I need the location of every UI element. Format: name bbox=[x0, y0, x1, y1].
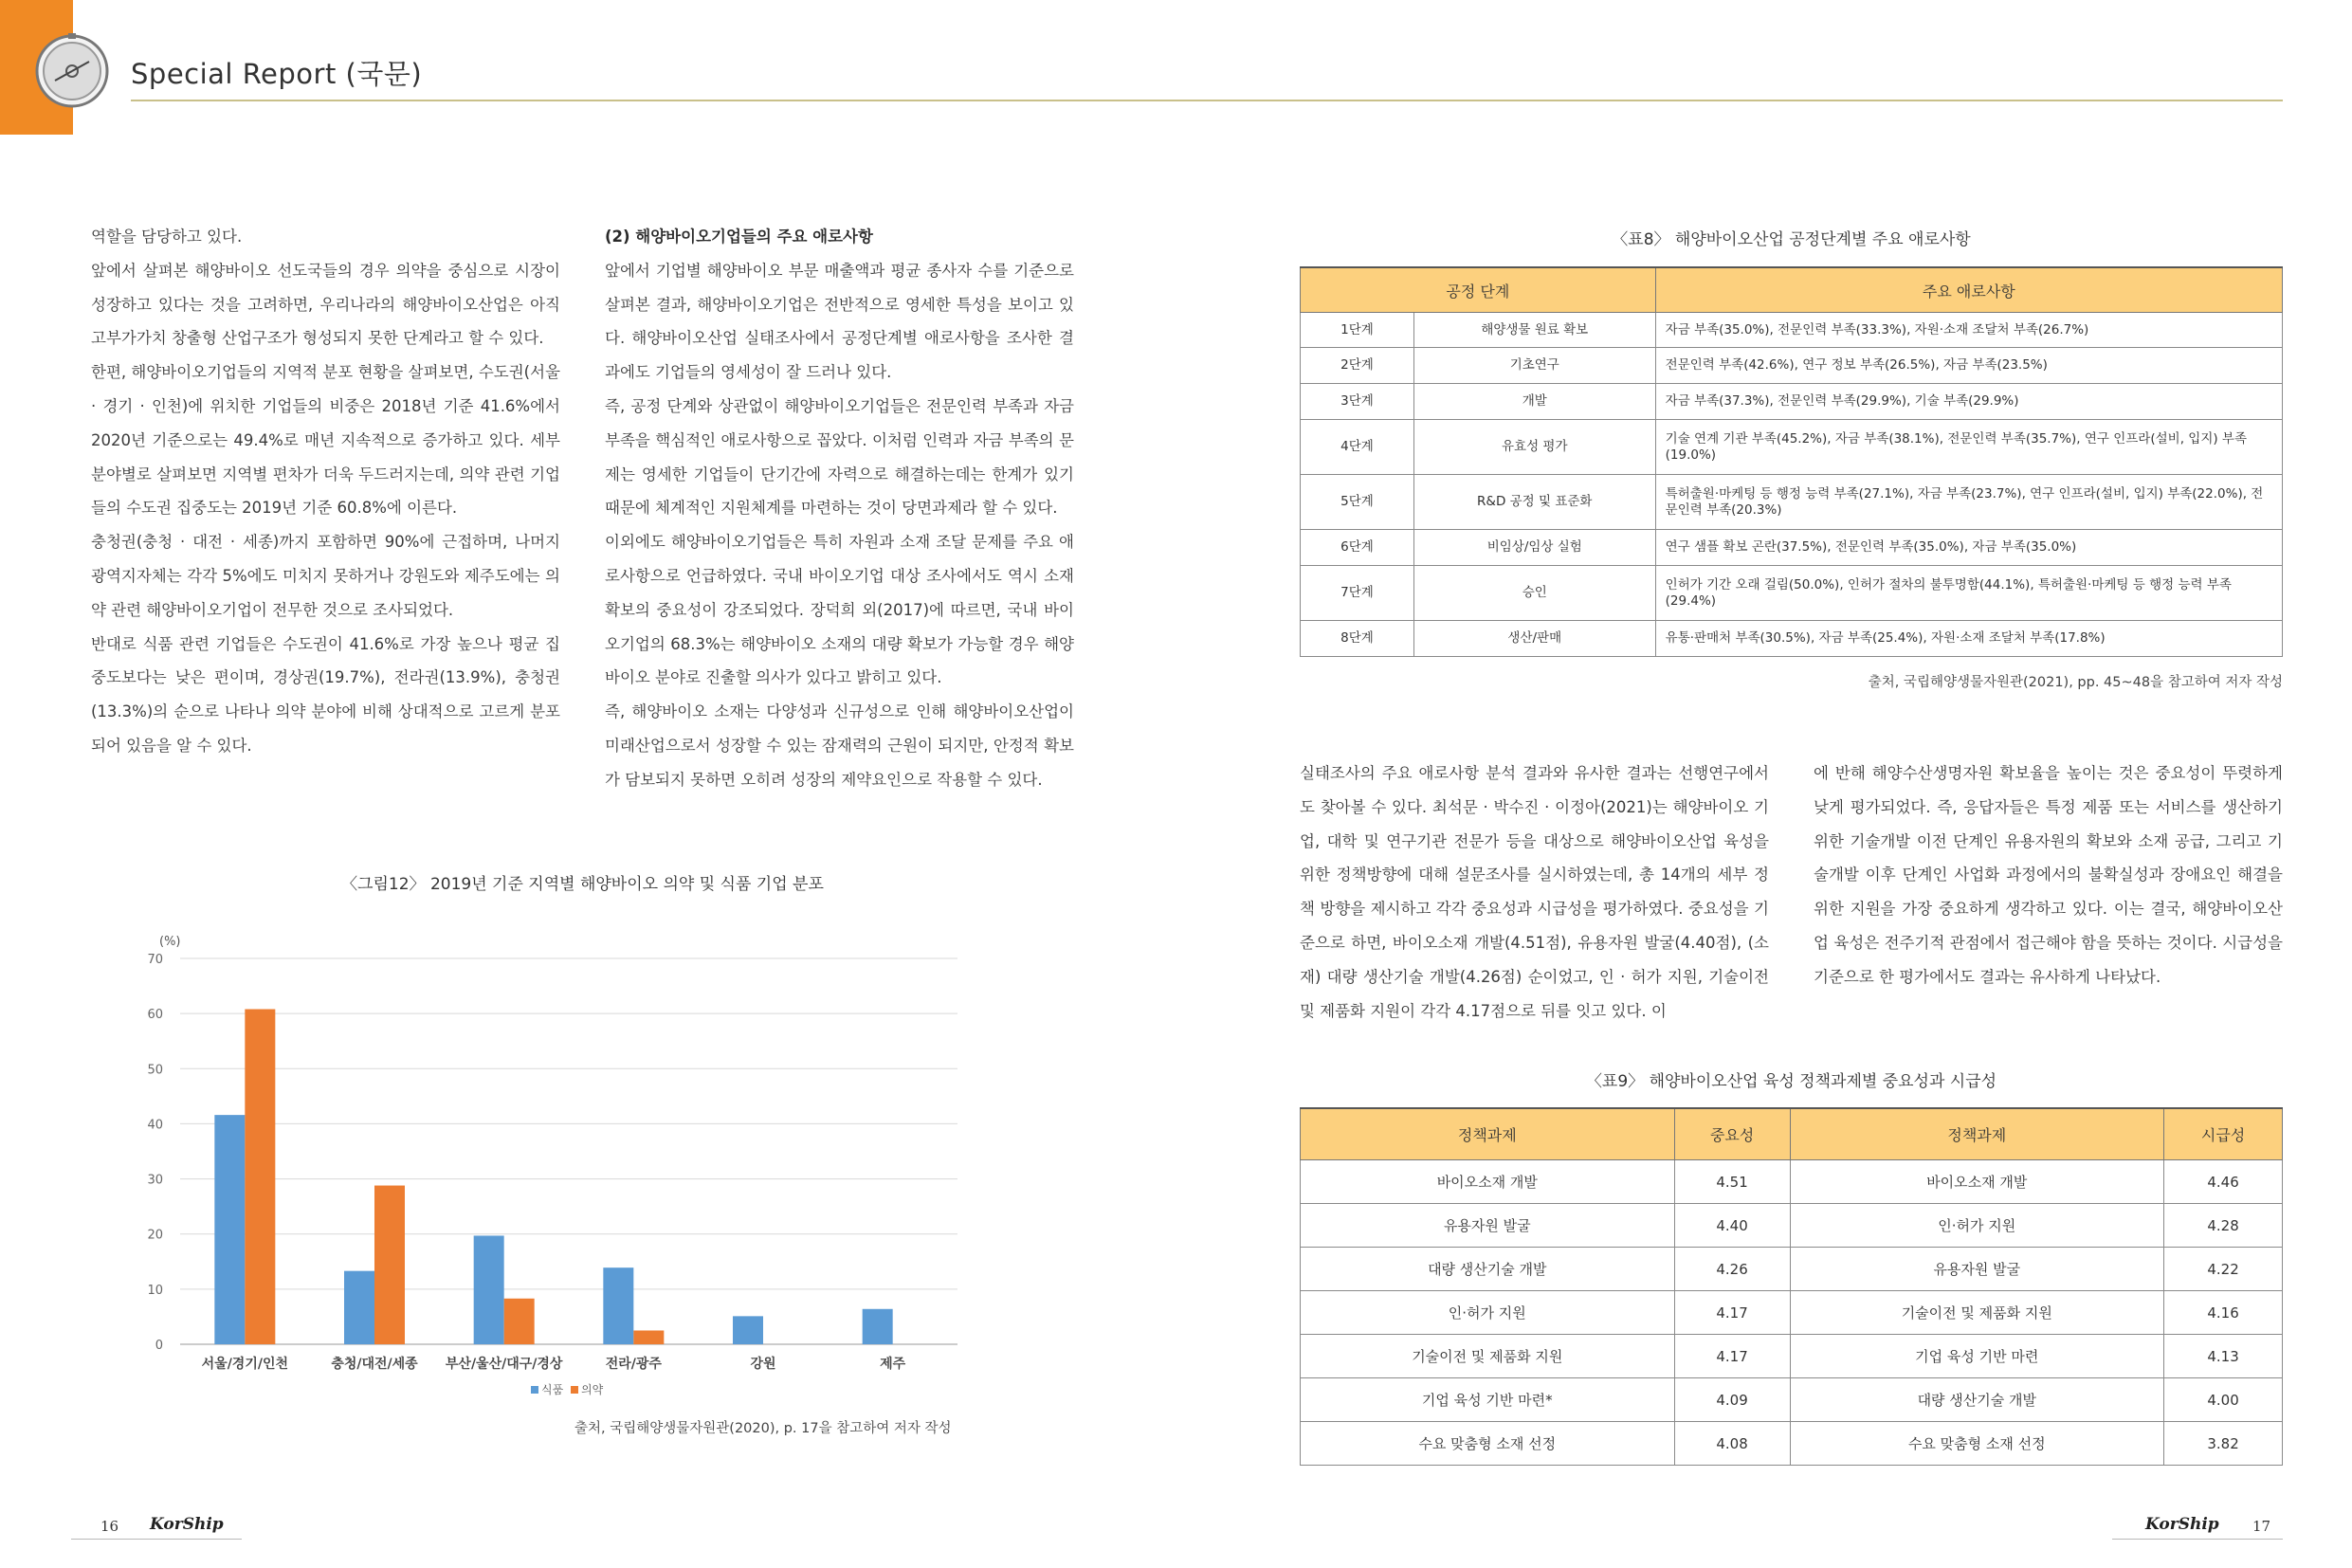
table-cell: 기초연구 bbox=[1413, 348, 1655, 384]
section-heading: (2) 해양바이오기업들의 주요 애로사항 bbox=[605, 228, 873, 246]
bar-chart bbox=[142, 925, 995, 1399]
table-cell: 2단계 bbox=[1301, 348, 1414, 384]
table-row bbox=[1301, 1378, 2283, 1422]
table-cell: 유용자원 발굴 bbox=[1301, 1204, 1675, 1248]
y-tick-label: 30 bbox=[147, 1173, 163, 1188]
table-row bbox=[1301, 1160, 2283, 1204]
table-cell: R&D 공정 및 표준화 bbox=[1413, 475, 1655, 530]
legend-swatch bbox=[531, 1386, 538, 1394]
table-row bbox=[1301, 1291, 2283, 1335]
korship-logo-right: KorShip bbox=[2145, 1515, 2219, 1534]
table-cell: 4.13 bbox=[2164, 1335, 2283, 1378]
bar-food bbox=[863, 1309, 893, 1344]
paragraph: 역할을 담당하고 있다. bbox=[91, 228, 243, 246]
paragraph: 에 반해 해양수산생명자원 확보율을 높이는 것은 중요성이 뚜렷하게 낮게 평가되었다. 즉, 응답자들은 특정 제품 또는 서비스를 생산하기 위한 기술개발 이전 단계인 유용자원의 확보와 소재 공급, 그리고 기술개발 이후 단계인 사업화 과정에서의 불확실성과 장애요인 해결을 위한 지원을 가장 중요하게 생각하고 있다. 이는 결국, 해양바이오산업 육성은 전주기적 관점에서 접근해야 함을 뜻하는 것이다. 시급성을 기준으로 한 평가에서도 결과는 유사하게 나타났다. bbox=[1814, 764, 2283, 986]
table-cell: 비임상/임상 실험 bbox=[1413, 530, 1655, 566]
table-cell: 유용자원 발굴 bbox=[1790, 1248, 2164, 1291]
table-cell: 4.26 bbox=[1674, 1248, 1790, 1291]
legend-label: 의약 bbox=[581, 1383, 604, 1396]
table8-caption: 〈표8〉 해양바이오산업 공정단계별 주요 애로사항 bbox=[1612, 230, 1971, 249]
y-tick-label: 60 bbox=[147, 1008, 163, 1023]
table9-header: 정책과제 bbox=[1301, 1108, 1675, 1160]
x-tick-label: 서울/경기/인천 bbox=[201, 1357, 289, 1372]
bar-food bbox=[733, 1316, 763, 1344]
paragraph: 앞에서 살펴본 해양바이오 선도국들의 경우 의약을 중심으로 시장이 성장하고 있다는 것을 고려하면, 우리나라의 해양바이오산업은 아직 고부가가치 창출형 산업구조가 형성되지 못한 단계라고 할 수 있다. bbox=[91, 261, 560, 348]
bar-food bbox=[344, 1271, 374, 1344]
section-title: Special Report (국문) bbox=[131, 58, 423, 90]
bar-pharma bbox=[633, 1330, 664, 1344]
table9-header: 시급성 bbox=[2164, 1108, 2283, 1160]
x-tick-label: 부산/울산/대구/경상 bbox=[445, 1357, 563, 1372]
table-cell: 대량 생산기술 개발 bbox=[1301, 1248, 1675, 1291]
table9-header: 중요성 bbox=[1674, 1108, 1790, 1160]
table-row bbox=[1301, 1335, 2283, 1378]
table-cell: 자금 부족(37.3%), 전문인력 부족(29.9%), 기술 부족(29.9%) bbox=[1655, 384, 2282, 420]
bar-food bbox=[603, 1267, 633, 1344]
right-right-column-text bbox=[1814, 757, 2283, 994]
table-cell: 4.00 bbox=[2164, 1378, 2283, 1422]
table9-caption: 〈표9〉 해양바이오산업 육성 정책과제별 중요성과 시급성 bbox=[1585, 1072, 1997, 1091]
table-cell: 4.17 bbox=[1674, 1291, 1790, 1335]
table-cell: 3단계 bbox=[1301, 384, 1414, 420]
table-cell: 전문인력 부족(42.6%), 연구 정보 부족(26.5%), 자금 부족(23.5%) bbox=[1655, 348, 2282, 384]
paragraph: 실태조사의 주요 애로사항 분석 결과와 유사한 결과는 선행연구에서도 찾아볼 수 있다. 최석문 · 박수진 · 이정아(2021)는 해양바이오 기업, 대학 및 연구기관 전문가 등을 대상으로 해양바이오산업 육성을 위한 정책방향에 대해 설문조사를 실시하였는데, 총 14개의 세부 정책 방향을 제시하고 각각 중요성과 시급성을 평가하였다. 중요성을 기준으로 하면, 바이오소재 개발(4.51점), 유용자원 발굴(4.40점), (소재) 대량 생산기술 개발(4.26점) 순이었고, 인 · 허가 지원, 기술이전 및 제품화 지원이 각각 4.17점으로 뒤를 잇고 있다. 이 bbox=[1300, 764, 1769, 1020]
table-row bbox=[1301, 313, 2283, 348]
paragraph: 즉, 공정 단계와 상관없이 해양바이오기업들은 전문인력 부족과 자금 부족을 핵심적인 애로사항으로 꼽았다. 이처럼 인력과 자금 부족의 문제는 영세한 기업들이 단기간에 자력으로 해결하는데는 한계가 있기 때문에 체계적인 지원체계를 마련하는 것이 당면과제라 할 수 있다. bbox=[605, 396, 1074, 518]
table-cell: 인·허가 지원 bbox=[1790, 1204, 2164, 1248]
table-cell: 기업 육성 기반 마련* bbox=[1301, 1378, 1675, 1422]
y-tick-label: 20 bbox=[147, 1228, 163, 1243]
bar-pharma bbox=[504, 1299, 535, 1344]
table-cell: 바이오소재 개발 bbox=[1301, 1160, 1675, 1204]
bar-food bbox=[474, 1235, 504, 1344]
table-cell: 4.28 bbox=[2164, 1204, 2283, 1248]
table-cell: 6단계 bbox=[1301, 530, 1414, 566]
table8-header-issues: 주요 애로사항 bbox=[1655, 267, 2282, 313]
table-cell: 기업 육성 기반 마련 bbox=[1790, 1335, 2164, 1378]
footer-rule-left bbox=[71, 1539, 242, 1540]
bar-food bbox=[214, 1115, 245, 1344]
table-cell: 7단계 bbox=[1301, 566, 1414, 621]
table-cell: 수요 맞춤형 소재 선정 bbox=[1790, 1422, 2164, 1466]
table-row bbox=[1301, 1204, 2283, 1248]
table-cell: 특허출원·마케팅 등 행정 능력 부족(27.1%), 자금 부족(23.7%), 연구 인프라(설비, 입지) 부족(22.0%), 전문인력 부족(20.3%) bbox=[1655, 475, 2282, 530]
table-cell: 기술이전 및 제품화 지원 bbox=[1790, 1291, 2164, 1335]
table-row bbox=[1301, 1422, 2283, 1466]
table-cell: 기술 연계 기관 부족(45.2%), 자금 부족(38.1%), 전문인력 부족(35.7%), 연구 인프라(설비, 입지) 부족(19.0%) bbox=[1655, 420, 2282, 475]
header-divider bbox=[131, 100, 2283, 101]
legend-label: 식품 bbox=[541, 1383, 564, 1396]
table-cell: 4.09 bbox=[1674, 1378, 1790, 1422]
table-cell: 해양생물 원료 확보 bbox=[1413, 313, 1655, 348]
legend-swatch bbox=[571, 1386, 578, 1394]
figure-source: 출처, 국립해양생물자원관(2020), p. 17을 참고하여 저자 작성 bbox=[574, 1421, 952, 1436]
table-cell: 연구 샘플 확보 곤란(37.5%), 전문인력 부족(35.0%), 자금 부족(35.0%) bbox=[1655, 530, 2282, 566]
page-number-right: 17 bbox=[2252, 1518, 2271, 1535]
y-tick-label: 70 bbox=[147, 953, 163, 967]
table-cell: 4.17 bbox=[1674, 1335, 1790, 1378]
page-number-left: 16 bbox=[100, 1518, 119, 1535]
table-row bbox=[1301, 384, 2283, 420]
table-cell: 인허가 기간 오래 걸림(50.0%), 인허가 절차의 불투명함(44.1%), 특허출원·마케팅 등 행정 능력 부족(29.4%) bbox=[1655, 566, 2282, 621]
table9 bbox=[1300, 1107, 2283, 1466]
stopwatch-icon bbox=[34, 33, 110, 109]
y-tick-label: 0 bbox=[155, 1339, 163, 1353]
x-tick-label: 충청/대전/세종 bbox=[331, 1357, 418, 1372]
table-cell: 1단계 bbox=[1301, 313, 1414, 348]
table-cell: 기술이전 및 제품화 지원 bbox=[1301, 1335, 1675, 1378]
bar-pharma bbox=[374, 1186, 405, 1344]
y-tick-label: 50 bbox=[147, 1063, 163, 1078]
table-cell: 4.51 bbox=[1674, 1160, 1790, 1204]
figure-caption: 〈그림12〉 2019년 기준 지역별 해양바이오 의약 및 식품 기업 분포 bbox=[341, 875, 824, 894]
table8-source: 출처, 국립해양생물자원관(2021), pp. 45~48을 참고하여 저자 작성 bbox=[1868, 675, 2283, 690]
y-axis-label: (%) bbox=[159, 935, 181, 949]
paragraph: 즉, 해양바이오 소재는 다양성과 신규성으로 인해 해양바이오산업이 미래산업으로서 성장할 수 있는 잠재력의 근원이 되지만, 안정적 확보가 담보되지 못하면 오히려 성장의 제약요인으로 작용할 수 있다. bbox=[605, 702, 1074, 789]
left-column-text bbox=[91, 220, 560, 763]
korship-logo-left: KorShip bbox=[150, 1515, 224, 1534]
paragraph: 한편, 해양바이오기업들의 지역적 분포 현황을 살펴보면, 수도권(서울 · 경기 · 인천)에 위치한 기업들의 비중은 2018년 기준 41.6%에서 2020년 기준으로는 49.4%로 매년 지속적으로 증가하고 있다. 세부 분야별로 살펴보면 지역별 편차가 더욱 두드러지는데, 의약 관련 기업들의 수도권 집중도는 2019년 기준 60.8%에 이른다. bbox=[91, 363, 560, 518]
table-cell: 유통·판매처 부족(30.5%), 자금 부족(25.4%), 자원·소재 조달처 부족(17.8%) bbox=[1655, 621, 2282, 657]
table-cell: 4.22 bbox=[2164, 1248, 2283, 1291]
table-cell: 승인 bbox=[1413, 566, 1655, 621]
x-tick-label: 강원 bbox=[750, 1357, 776, 1372]
table-cell: 자금 부족(35.0%), 전문인력 부족(33.3%), 자원·소재 조달처 부족(26.7%) bbox=[1655, 313, 2282, 348]
bar-pharma bbox=[245, 1009, 275, 1344]
table-cell: 4.08 bbox=[1674, 1422, 1790, 1466]
y-tick-label: 10 bbox=[147, 1283, 163, 1298]
x-tick-label: 전라/광주 bbox=[605, 1357, 662, 1372]
table-cell: 4단계 bbox=[1301, 420, 1414, 475]
table-cell: 생산/판매 bbox=[1413, 621, 1655, 657]
paragraph: 이외에도 해양바이오기업들은 특히 자원과 소재 조달 문제를 주요 애로사항으로 언급하였다. 국내 바이오기업 대상 조사에서도 역시 소재 확보의 중요성이 강조되었다. 장덕희 외(2017)에 따르면, 국내 바이오기업의 68.3%는 해양바이오 소재의 대량 확보가 가능할 경우 해양바이오 분야로 진출할 의사가 있다고 밝히고 있다. bbox=[605, 533, 1074, 687]
table-cell: 바이오소재 개발 bbox=[1790, 1160, 2164, 1204]
table-cell: 유효성 평가 bbox=[1413, 420, 1655, 475]
table8-header-stage: 공정 단계 bbox=[1301, 267, 1656, 313]
table-row bbox=[1301, 1248, 2283, 1291]
table-cell: 인·허가 지원 bbox=[1301, 1291, 1675, 1335]
table-cell: 4.46 bbox=[2164, 1160, 2283, 1204]
table-cell: 8단계 bbox=[1301, 621, 1414, 657]
table-row bbox=[1301, 475, 2283, 530]
table-row bbox=[1301, 530, 2283, 566]
middle-column-text bbox=[605, 220, 1074, 797]
table-row bbox=[1301, 566, 2283, 621]
table-row bbox=[1301, 348, 2283, 384]
table9-header: 정책과제 bbox=[1790, 1108, 2164, 1160]
table-cell: 5단계 bbox=[1301, 475, 1414, 530]
table-cell: 3.82 bbox=[2164, 1422, 2283, 1466]
footer-rule-right bbox=[2112, 1539, 2283, 1540]
paragraph: 충청권(충청 · 대전 · 세종)까지 포함하면 90%에 근접하며, 나머지 광역지자체는 각각 5%에도 미치지 못하거나 강원도와 제주도에는 의약 관련 해양바이오기업이 전무한 것으로 조사되었다. bbox=[91, 533, 560, 619]
y-tick-label: 40 bbox=[147, 1118, 163, 1133]
table-cell: 수요 맞춤형 소재 선정 bbox=[1301, 1422, 1675, 1466]
table-cell: 대량 생산기술 개발 bbox=[1790, 1378, 2164, 1422]
paragraph: 앞에서 기업별 해양바이오 부문 매출액과 평균 종사자 수를 기준으로 살펴본 결과, 해양바이오기업은 전반적으로 영세한 특성을 보이고 있다. 해양바이오산업 실태조사에서 공정단계별 애로사항을 조사한 결과에도 기업들의 영세성이 잘 드러나 있다. bbox=[605, 261, 1074, 382]
table-cell: 4.16 bbox=[2164, 1291, 2283, 1335]
right-left-column-text bbox=[1300, 757, 1769, 1028]
table8 bbox=[1300, 266, 2283, 657]
table-row bbox=[1301, 621, 2283, 657]
paragraph: 반대로 식품 관련 기업들은 수도권이 41.6%로 가장 높으나 평균 집중도보다는 낮은 편이며, 경상권(19.7%), 전라권(13.9%), 충청권(13.3%)의 순으로 나타나 의약 분야에 비해 상대적으로 고르게 분포되어 있음을 알 수 있다. bbox=[91, 634, 561, 755]
table-row bbox=[1301, 420, 2283, 475]
table-cell: 4.40 bbox=[1674, 1204, 1790, 1248]
table-cell: 개발 bbox=[1413, 384, 1655, 420]
x-tick-label: 제주 bbox=[880, 1357, 906, 1372]
